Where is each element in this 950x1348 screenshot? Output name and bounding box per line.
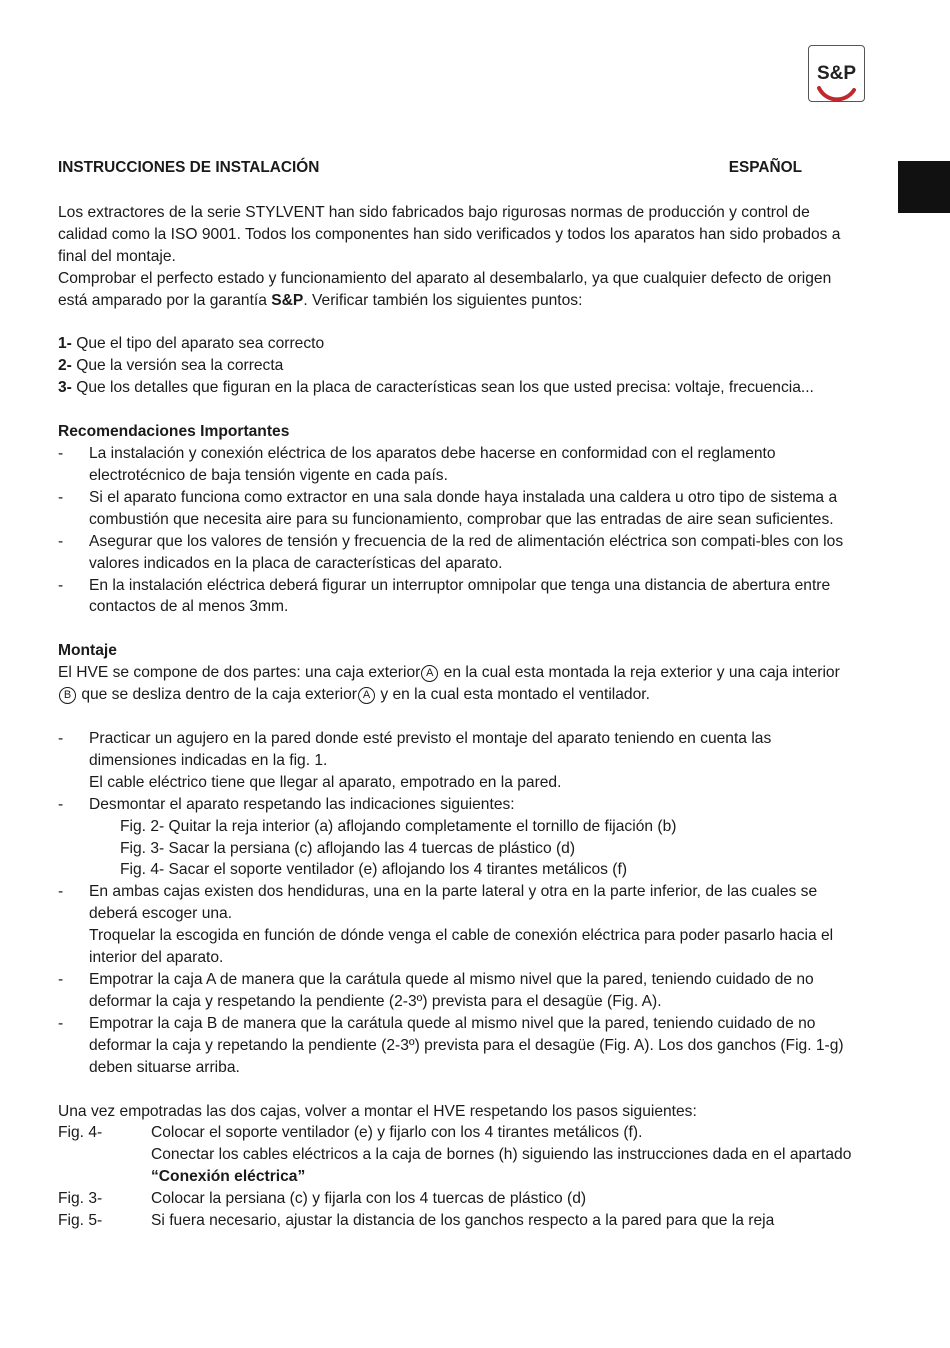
language-tab <box>898 161 950 213</box>
brand-name: S&P <box>271 291 304 309</box>
recommendation-item: - En la instalación eléctrica deberá figurar un interruptor omnipolar que tenga una distancia de abertura entre contactos de al menos 3mm. <box>58 576 831 616</box>
montaje-step: - Practicar un agujero en la pared donde esté previsto el montaje del aparato teniendo en cuenta las dimensiones indicadas en la fig. 1. <box>58 730 772 769</box>
remount-step-fig4: Fig. 4- Colocar el soporte ventilador (e) y fijarlo con los 4 tirantes metálicos (f). Conectar los cables eléctricos a la caja de bornes (h) siguiendo las instrucciones dada en el apartado “Conexión eléctrica” <box>58 1122 853 1188</box>
sub-step: Fig. 3- Sacar la persiana (c) aflojando las 4 tuercas de plástico (d) <box>120 839 576 857</box>
montaje-step: - Empotrar la caja B de manera que la carátula quede al mismo nivel que la pared, teniendo cuidado de no deformar la caja y repetando la pendiente (2-3º) prevista para el desagüe (Fig. A). Los dos ganchos (Fig. 1-g) deben situarse arriba. <box>58 1014 844 1076</box>
circled-a: A <box>421 665 438 682</box>
recommendations-heading: Recomendaciones Importantes <box>58 423 290 441</box>
check-item: 3- Que los detalles que figuran en la placa de características sean los que usted precisa: voltaje, frecuencia... <box>58 379 814 397</box>
fig-label: Fig. 5- <box>58 1212 103 1230</box>
montaje-step: - Desmontar el aparato respetando las indicaciones siguientes: <box>58 795 515 813</box>
remount-step-fig5: Fig. 5- Si fuera necesario, ajustar la distancia de los ganchos respecto a la pared para que la reja <box>58 1210 853 1232</box>
recommendation-item: - Asegurar que los valores de tensión y frecuencia de la red de alimentación eléctrica son compati-bles con los valores indicados en la placa de características del aparato. <box>58 532 844 572</box>
fig-label: Fig. 3- <box>58 1190 103 1208</box>
sub-step: Fig. 4- Sacar el soporte ventilador (e) aflojando los 4 tirantes metálicos (f) <box>120 861 628 879</box>
fig-label: Fig. 4- <box>58 1124 103 1142</box>
check-item: 1- Que el tipo del aparato sea correcto <box>58 335 325 353</box>
circled-a: A <box>358 687 375 704</box>
sp-logo-mark <box>809 46 864 101</box>
logo-text: S&P <box>816 63 857 84</box>
circled-b: B <box>59 687 76 704</box>
page-title: INSTRUCCIONES DE INSTALACIÓN <box>58 159 320 176</box>
montaje-step-note: El cable eléctrico tiene que llegar al aparato, empotrado en la pared. <box>89 773 562 791</box>
section-reference: “Conexión eléctrica” <box>151 1168 306 1186</box>
sub-step: Fig. 2- Quitar la reja interior (a) aflojando completamente el tornillo de fijación (b) <box>120 817 677 835</box>
recommendation-item: - Si el aparato funciona como extractor en una sala donde haya instalada una caldera u otro tipo de sistema a combustión que necesita aire para su funcionamiento, comprobar que las entradas de aire sean suficientes. <box>58 488 838 528</box>
header <box>58 157 802 179</box>
intro-paragraph: Los extractores de la serie STYLVENT han sido fabricados bajo rigurosas normas de producción y control de calidad como la ISO 9001. Todos los componentes han sido verificados y todos los aparatos han sido probados a final del montaje. <box>58 203 841 265</box>
montaje-step: - Empotrar la caja A de manera que la carátula quede al mismo nivel que la pared, teniendo cuidado de no deformar la caja y respetando la pendiente (2-3º) prevista para el desagüe (Fig. A). <box>58 971 814 1010</box>
montaje-intro: El HVE se compone de dos partes: una caja exterior A en la cual esta montada la reja exterior y una caja interiorB que se desliza dentro de la caja exterior A y en la cual esta montado el ventilador. <box>58 664 840 704</box>
remount-step-fig3: Fig. 3- Colocar la persiana (c) y fijarla con los 4 tuercas de plástico (d) <box>58 1188 853 1210</box>
remount-intro: Una vez empotradas las dos cajas, volver a montar el HVE respetando los pasos siguientes: <box>58 1102 697 1120</box>
montaje-heading: Montaje <box>58 642 117 660</box>
recommendation-item: - La instalación y conexión eléctrica de los aparatos debe hacerse en conformidad con el reglamento electrotécnico de baja tensión vigente en cada país. <box>58 445 776 484</box>
warranty-paragraph: Comprobar el perfecto estado y funcionamiento del aparato al desembalarlo, ya que cualquier defecto de origen está amparado por la garantía S&P. Verificar también los siguientes puntos: <box>58 269 832 309</box>
language-label: ESPAÑOL <box>728 159 802 176</box>
check-item: 2- Que la versión sea la correcta <box>58 357 284 375</box>
page-content <box>58 157 853 1232</box>
montaje-step: - En ambas cajas existen dos hendiduras, una en la parte lateral y otra en la parte inferior, de las cuales se deberá escoger una. <box>58 883 818 923</box>
sp-logo <box>808 45 865 102</box>
montaje-step-note: Troquelar la escogida en función de dónde venga el cable de conexión eléctrica para poder pasarlo hacia el interior del aparato. <box>89 927 834 967</box>
